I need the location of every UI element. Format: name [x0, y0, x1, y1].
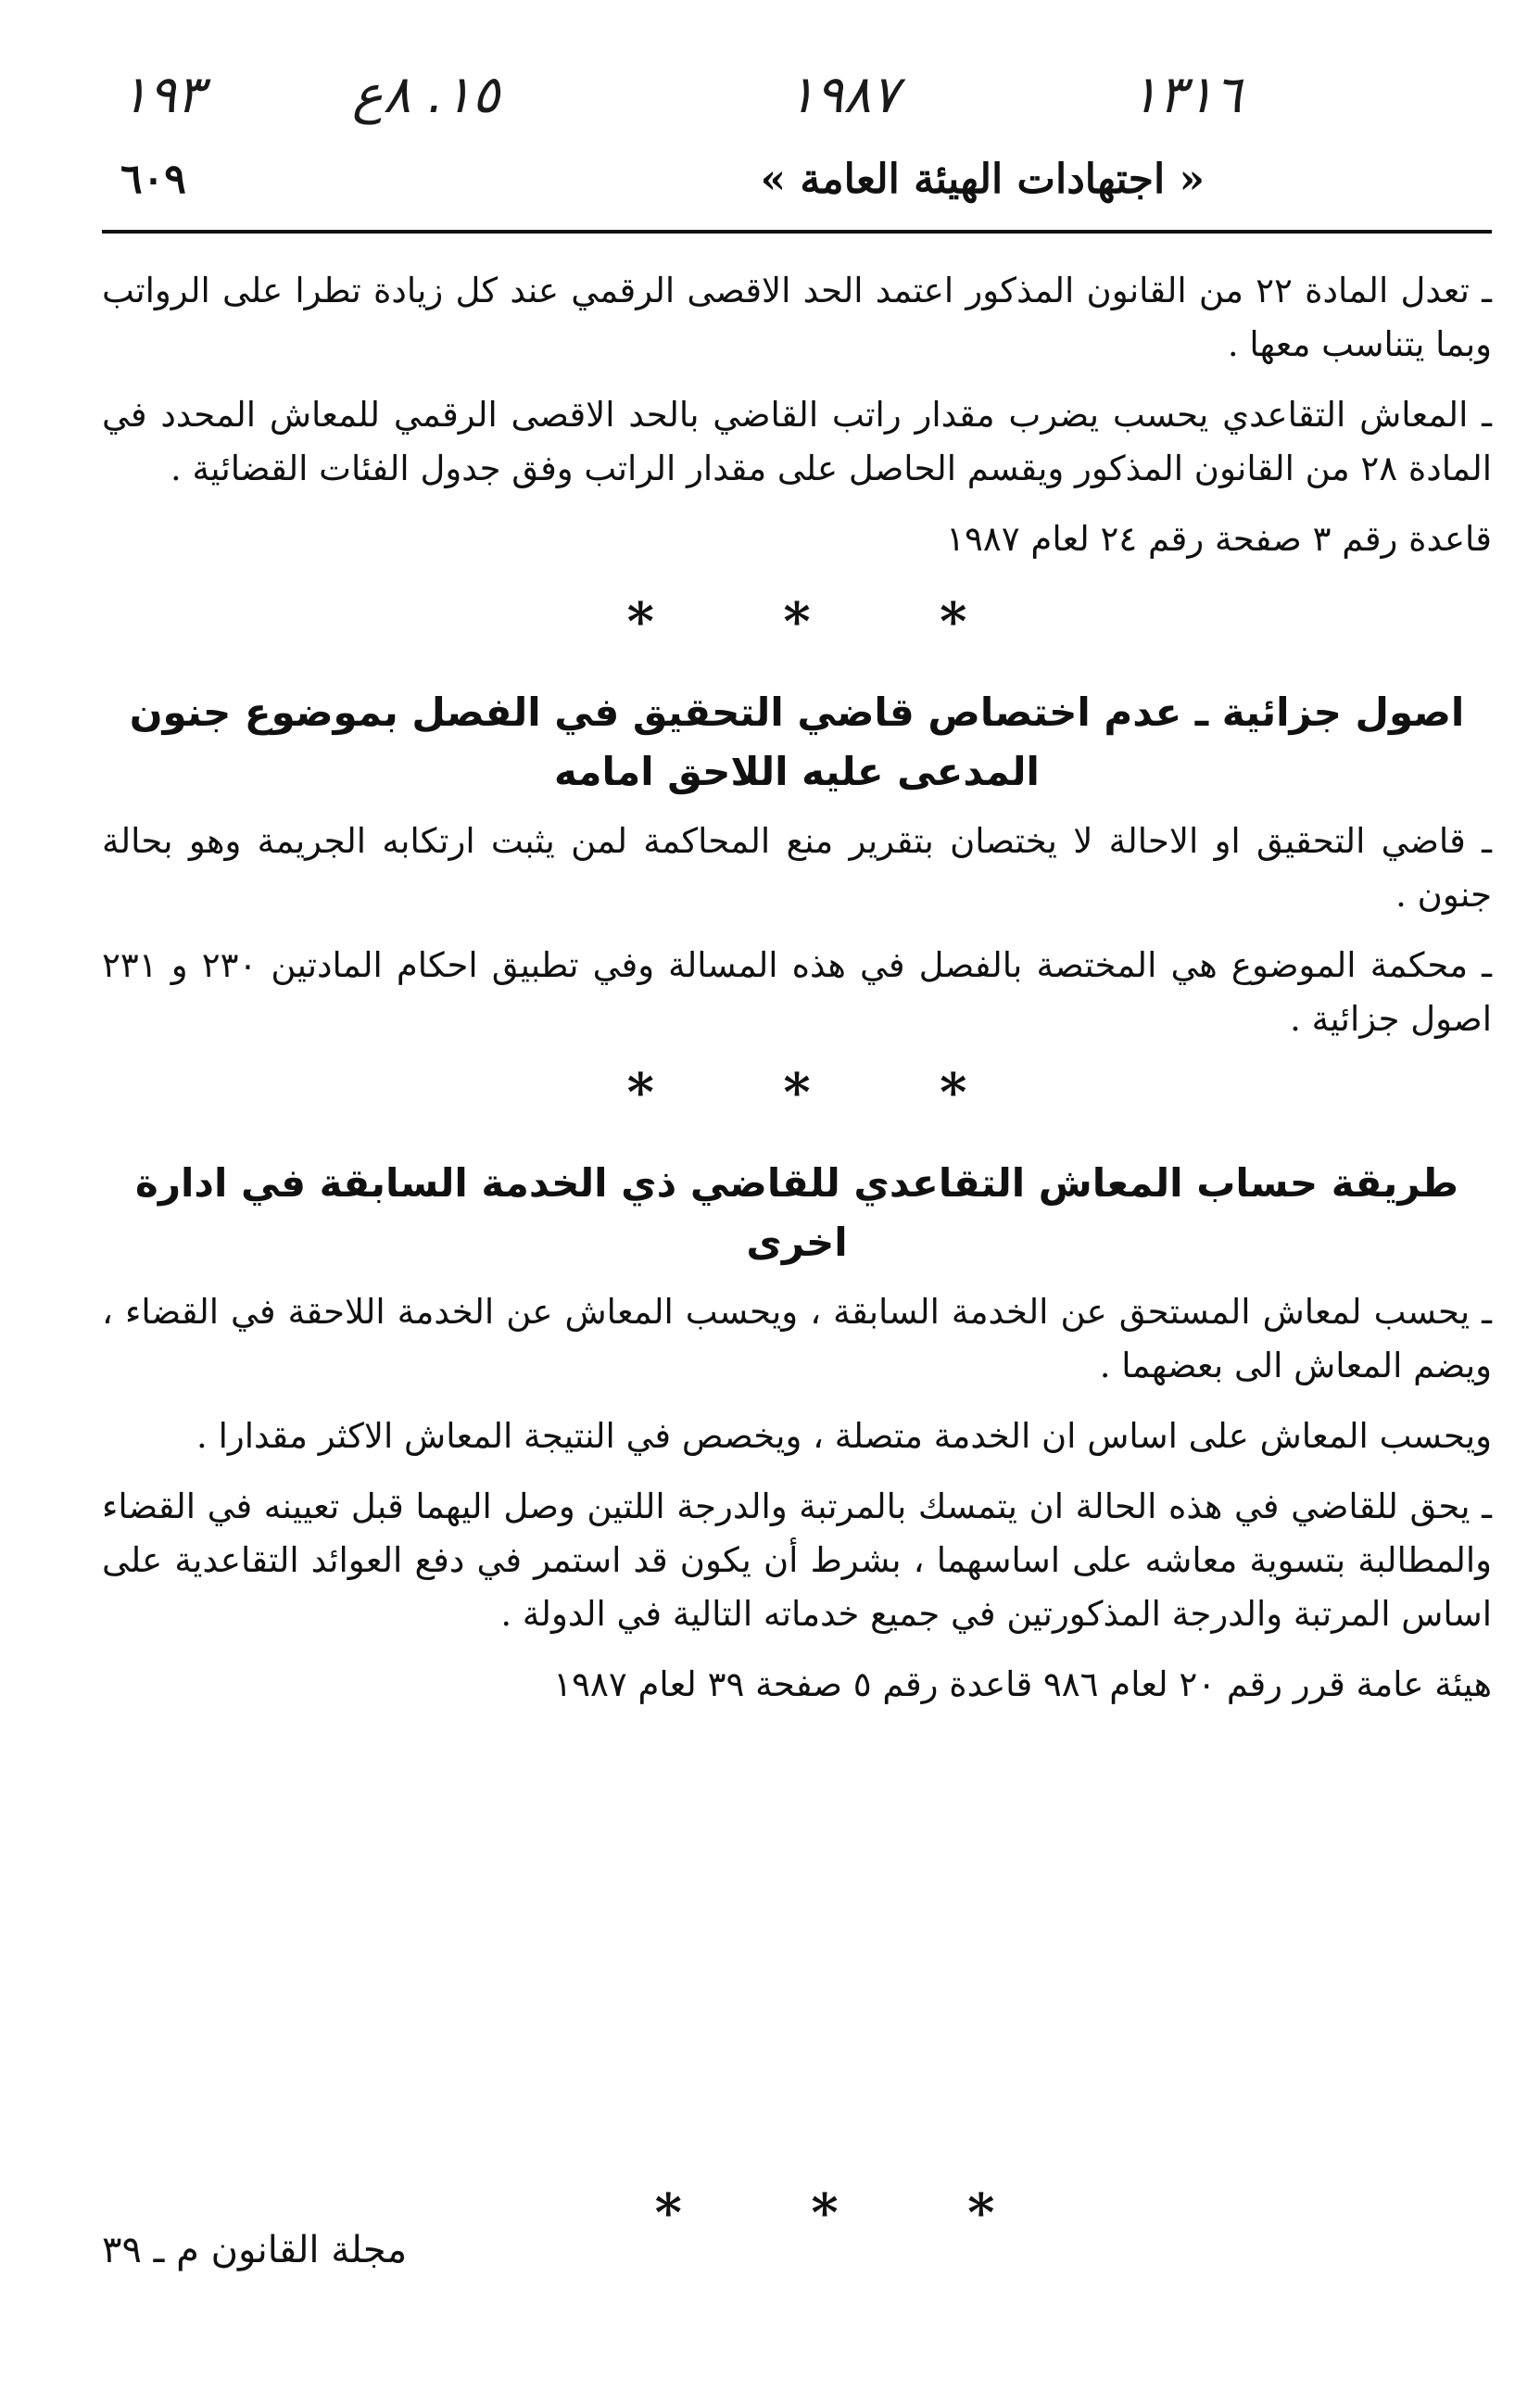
paragraph: ـ محكمة الموضوع هي المختصة بالفصل في هذه المسالة وفي تطبيق احكام المادتين ٢٣٠ و ٢٣١ اصول جزائية .	[102, 945, 1492, 1039]
page-number: ٦٠٩	[120, 156, 186, 203]
section-heading	[102, 683, 1492, 802]
handwritten-mark: ١٣١٦	[1130, 65, 1243, 125]
section-heading-line: المدعى عليه اللاحق امامه	[554, 749, 1040, 794]
running-header	[102, 156, 1483, 221]
running-header-title: « اجتهادات الهيئة العامة »	[760, 156, 1205, 203]
section-heading: طريقة حساب المعاش التقاعدي للقاضي ذي الخدمة السابقة في ادارة اخرى	[135, 1160, 1458, 1265]
section-pension-calculation	[102, 1154, 1492, 1712]
section-separator: * * *	[626, 1062, 1023, 1123]
handwritten-mark: ١٥. ٨ع	[352, 65, 500, 125]
handwritten-mark: ١٩٣	[120, 65, 205, 125]
document-body	[102, 264, 1492, 1739]
paragraph: ـ يحسب لمعاش المستحق عن الخدمة السابقة ، ويحسب المعاش عن الخدمة اللاحقة في القضاء ، ويضم المعاش الى بعضهما .	[102, 1292, 1492, 1385]
paragraph: ويحسب المعاش على اساس ان الخدمة متصلة ، ويخصص في النتيجة المعاش الاكثر مقدارا .	[196, 1416, 1492, 1456]
header-rule	[102, 230, 1492, 234]
journal-footer: مجلة القانون م ـ ٣٩	[102, 2229, 408, 2271]
paragraph: ـ يحق للقاضي في هذه الحالة ان يتمسك بالمرتبة والدرجة اللتين وصل اليهما قبل تعيينه في القضاء والمطالبة بتسوية معاشه على اساسهما ، بشرط أن يكون قد استمر في دفع العوائد التقاعدية على اساس المرتبة والدرجة المذكورتين في جميع خدماته التالية في الدولة .	[102, 1486, 1492, 1634]
paragraph: ـ المعاش التقاعدي يحسب يضرب مقدار راتب القاضي بالحد الاقصى الرقمي للمعاش المحدد في المادة ٢٨ من القانون المذكور ويقسم الحاصل على مقدار الراتب وفق جدول الفئات القضائية .	[102, 395, 1492, 488]
handwritten-archive-marks	[102, 65, 1260, 148]
page-footer	[102, 2182, 1492, 2271]
section-criminal-procedure	[102, 683, 1492, 1046]
section-separator: * * *	[654, 2182, 1051, 2244]
handwritten-mark: ١٩٨٧	[788, 65, 900, 125]
section-heading-line: اصول جزائية ـ عدم اختصاص قاضي التحقيق في الفصل بموضوع جنون	[129, 689, 1465, 735]
section-separator: * * *	[626, 591, 1023, 652]
section-pension-cap	[102, 264, 1492, 566]
paragraph: ـ قاضي التحقيق او الاحالة لا يختصان بتقرير منع المحاكمة لمن يثبت ارتكابه الجريمة وهو بحالة جنون .	[102, 821, 1492, 915]
case-reference: هيئة عامة قرر رقم ٢٠ لعام ٩٨٦ قاعدة رقم ٥ صفحة ٣٩ لعام ١٩٨٧	[553, 1664, 1492, 1704]
case-reference: قاعدة رقم ٣ صفحة رقم ٢٤ لعام ١٩٨٧	[946, 519, 1492, 559]
paragraph: ـ تعدل المادة ٢٢ من القانون المذكور اعتمد الحد الاقصى الرقمي عند كل زيادة تطرا على الرواتب وبما يتناسب معها .	[102, 271, 1493, 364]
